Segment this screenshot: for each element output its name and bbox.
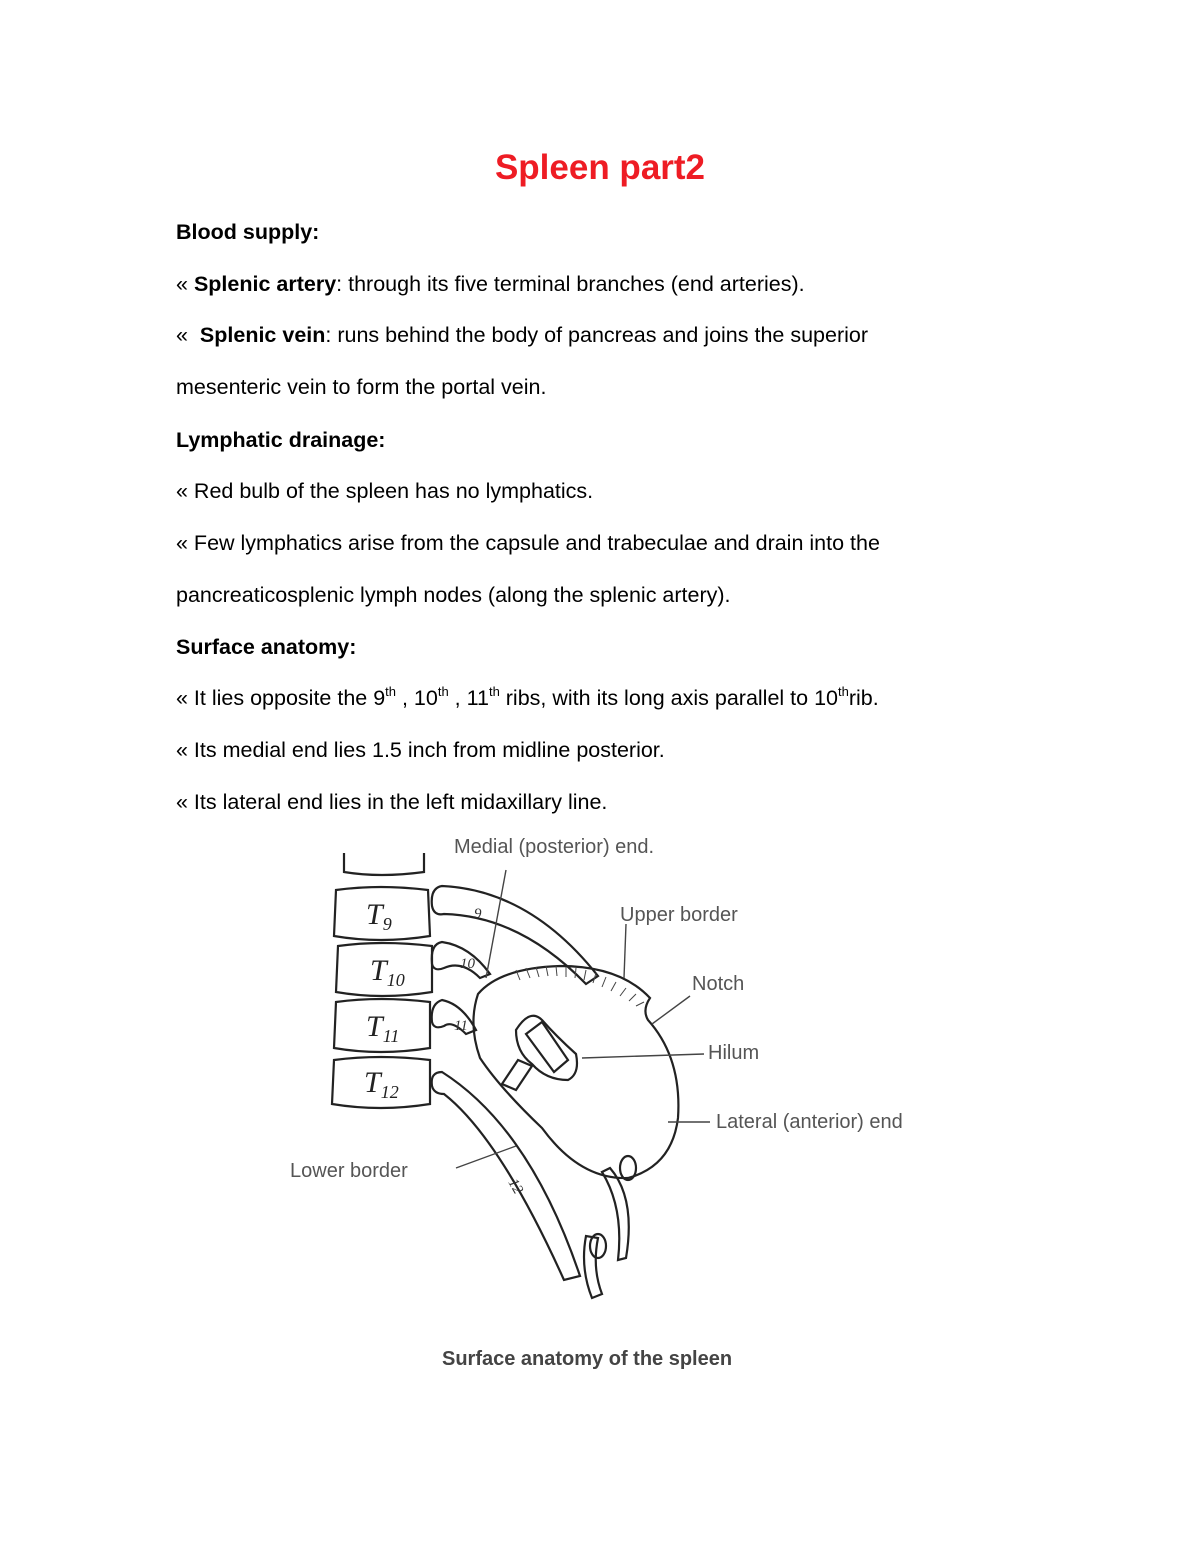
splenic-artery-stump xyxy=(502,1060,532,1090)
surface-item-1: « It lies opposite the 9th , 10th , 11th ribs, with its long axis parallel to 10thrib. xyxy=(176,684,879,710)
vertebra-label-t11: $T_{11}$ xyxy=(366,1010,400,1046)
descending-structure xyxy=(584,1236,602,1298)
splenic-vein-text: : runs behind the body of pancreas and joins the superior xyxy=(325,323,869,347)
lymphatic-drainage-heading: Lymphatic drainage: xyxy=(176,428,386,452)
rib-9 xyxy=(432,886,598,984)
surface-item-3: « Its lateral end lies in the left midaxillary line. xyxy=(176,790,608,814)
splenic-artery-text: : through its five terminal branches (end arteries). xyxy=(336,272,805,296)
vessel-section-1 xyxy=(620,1156,636,1180)
rib-label-9: 9 xyxy=(474,906,482,922)
label-notch: Notch xyxy=(692,973,745,995)
hilum-vessels xyxy=(516,1016,577,1080)
splenic-artery-item xyxy=(176,274,805,296)
lymph-item-2: « Few lymphatics arise from the capsule and trabeculae and drain into the xyxy=(176,531,880,555)
splenic-vein-text-cont: mesenteric vein to form the portal vein. xyxy=(176,375,547,399)
blood-supply-heading: Blood supply: xyxy=(176,220,320,244)
bullet: « xyxy=(176,323,188,347)
label-hilum: Hilum xyxy=(708,1042,760,1064)
surface-anatomy-heading: Surface anatomy: xyxy=(176,635,357,659)
label-lower-border: Lower border xyxy=(290,1160,408,1182)
rib-label-10: 10 xyxy=(460,956,475,972)
label-upper-border: Upper border xyxy=(620,904,738,926)
label-medial-end: Medial (posterior) end. xyxy=(454,836,655,858)
lymph-item-1: « Red bulb of the spleen has no lymphatics. xyxy=(176,479,594,503)
lymph-item-2-cont: pancreaticosplenic lymph nodes (along the splenic artery). xyxy=(176,583,731,607)
splenic-vein-item xyxy=(176,325,868,347)
figure-caption: Surface anatomy of the spleen xyxy=(442,1348,733,1370)
page-title: Spleen part2 xyxy=(494,148,706,187)
label-lateral-end: Lateral (anterior) end xyxy=(716,1111,903,1133)
surface-item-2: « Its medial end lies 1.5 inch from midline posterior. xyxy=(176,738,665,762)
rib-label-12: 12 xyxy=(504,1176,526,1197)
splenic-vein-term: Splenic vein xyxy=(199,323,326,347)
splenic-artery-term: Splenic artery xyxy=(193,272,337,296)
rib-label-11: 11 xyxy=(454,1018,468,1034)
spleen-diagram xyxy=(280,828,960,1378)
bullet: « xyxy=(176,272,188,296)
vertebra-label-t12: $T_{12}$ xyxy=(364,1066,399,1102)
vertebra-label-t10: $T_{10}$ xyxy=(370,954,405,990)
vertebra-label-t9: $T_9$ xyxy=(366,898,392,934)
rib-12 xyxy=(432,1072,580,1280)
vertebra-stub xyxy=(344,853,424,875)
